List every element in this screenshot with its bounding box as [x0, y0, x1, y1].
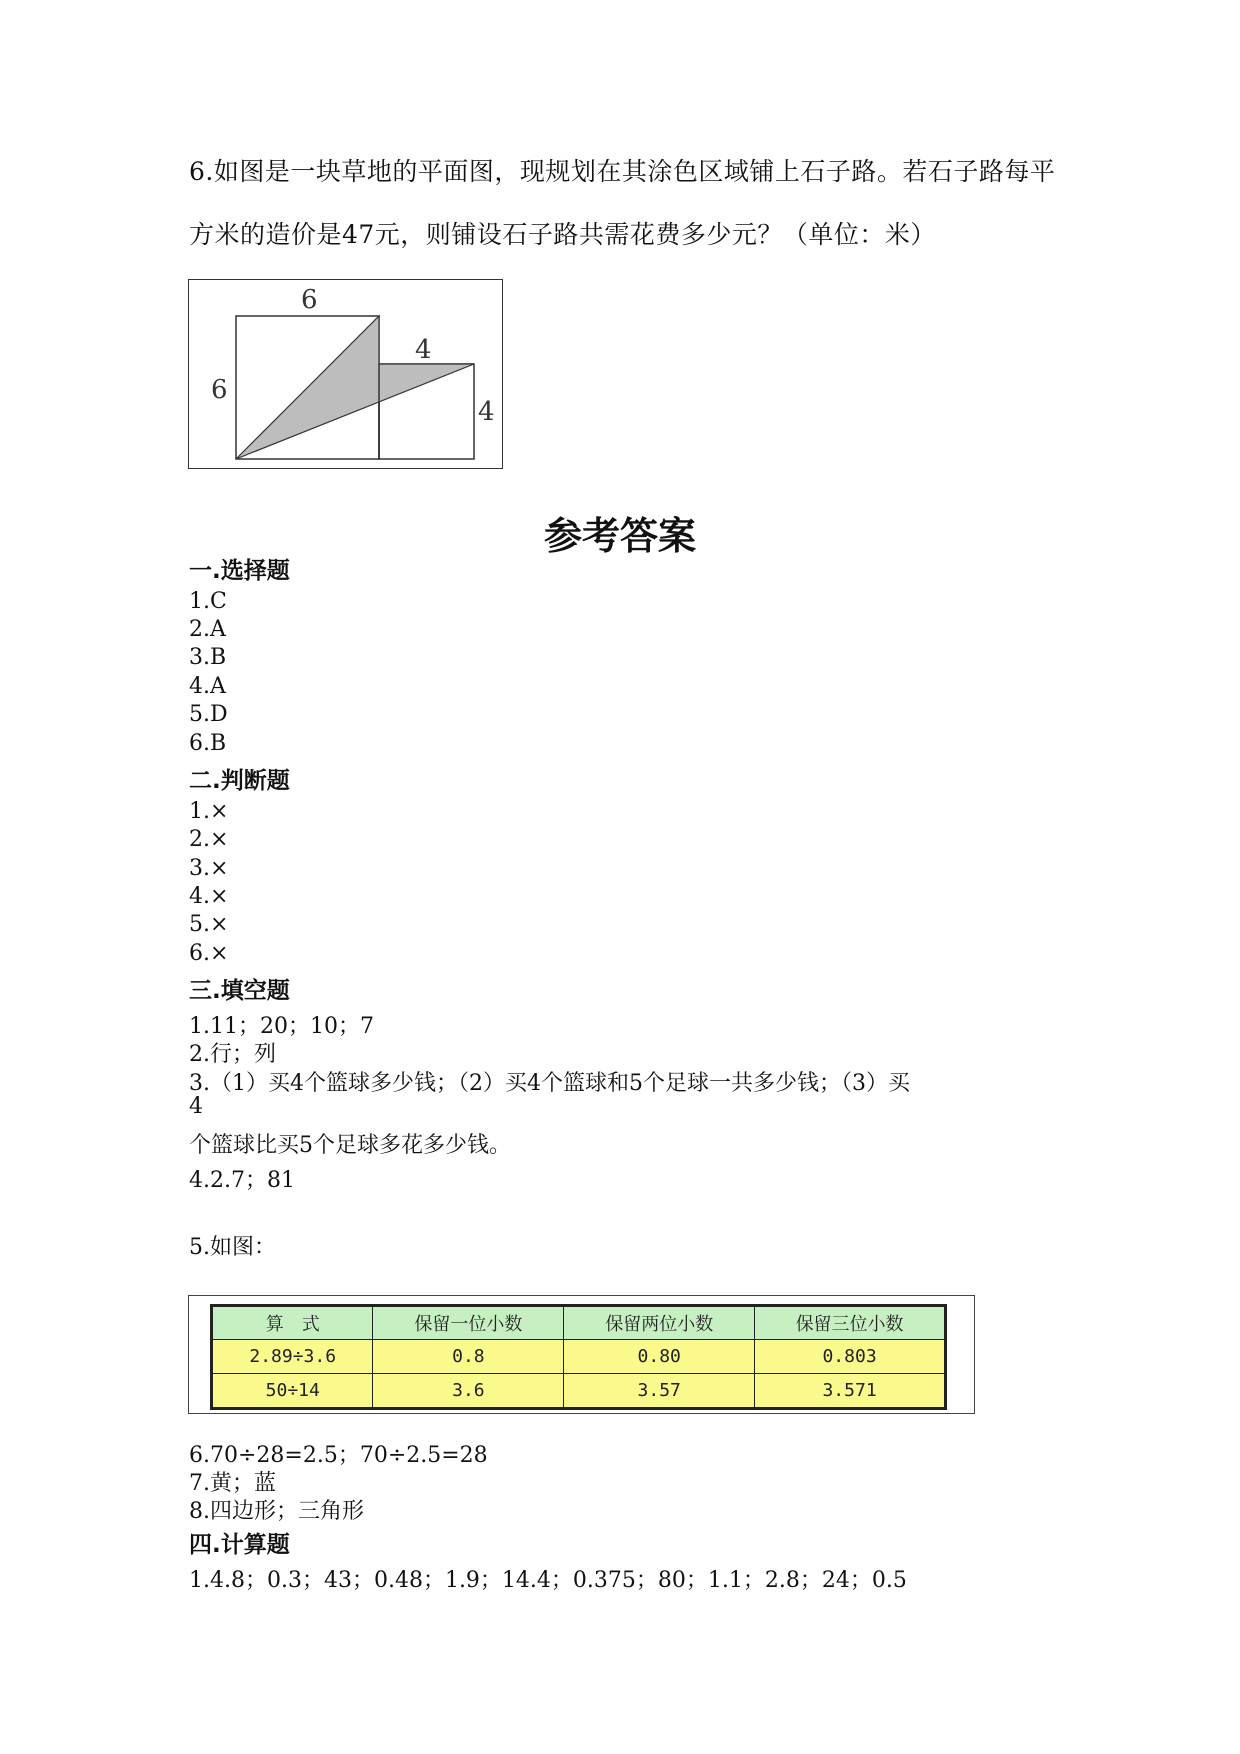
- label-small-top-4: 4: [415, 335, 432, 365]
- answer-item: 5.×: [189, 912, 229, 937]
- table-header: 保留一位小数: [373, 1306, 564, 1340]
- table-header: 算 式: [212, 1306, 373, 1340]
- answer-item: 3.（1）买4个篮球多少钱；（2）买4个篮球和5个足球一共多少钱；（3）买: [189, 1071, 910, 1096]
- answer-item: 6.B: [189, 731, 227, 756]
- answer-item: 1.C: [189, 589, 227, 614]
- answer-item: 1.11；20；10；7: [189, 1014, 374, 1039]
- label-right-4: 4: [478, 397, 495, 427]
- answer-item: 4.A: [189, 674, 226, 699]
- table-header-row: [212, 1306, 946, 1340]
- answer-item: 8.四边形；三角形: [189, 1499, 364, 1524]
- answer-item: 4.2.7；81: [189, 1168, 295, 1193]
- table-cell: 3.571: [755, 1374, 946, 1409]
- table-cell: 50÷14: [212, 1374, 373, 1409]
- lawn-plan-figure: [188, 279, 503, 469]
- table-cell: 2.89÷3.6: [212, 1340, 373, 1374]
- question-6-line-1: 6.如图是一块草地的平面图，现规划在其涂色区域铺上石子路。若石子路每平: [189, 157, 1056, 186]
- rounding-table: [210, 1304, 947, 1410]
- shaded-region: [236, 316, 474, 459]
- answer-item: 1.4.8；0.3；43；0.48；1.9；14.4；0.375；80；1.1；2.8；24；0.5: [189, 1568, 907, 1593]
- answer-item: 2.A: [189, 617, 226, 642]
- answer-item: 3.B: [189, 645, 227, 670]
- table-row: [212, 1340, 946, 1374]
- table-cell: 3.57: [564, 1374, 755, 1409]
- table-header: 保留两位小数: [564, 1306, 755, 1340]
- section-fill-heading: 三.填空题: [189, 978, 290, 1004]
- section-calc-heading: 四.计算题: [189, 1532, 290, 1558]
- table-cell: 0.8: [373, 1340, 564, 1374]
- answer-item: 4: [189, 1094, 203, 1119]
- table-cell: 3.6: [373, 1374, 564, 1409]
- answer-item: 7.黄；蓝: [189, 1471, 276, 1496]
- section-choice-heading: 一.选择题: [189, 558, 290, 584]
- answer-item: 6.70÷28=2.5；70÷2.5=28: [189, 1443, 488, 1468]
- answer-item: 2.行；列: [189, 1042, 276, 1067]
- table-header: 保留三位小数: [755, 1306, 946, 1340]
- table-cell: 0.80: [564, 1340, 755, 1374]
- answer-item: 5.如图：: [189, 1235, 276, 1260]
- rounding-table-frame: [188, 1295, 975, 1414]
- question-6-line-2: 方米的造价是47元，则铺设石子路共需花费多少元？（单位：米）: [189, 220, 936, 249]
- section-judge-heading: 二.判断题: [189, 768, 290, 794]
- table-cell: 0.803: [755, 1340, 946, 1374]
- answer-item: 4.×: [189, 884, 229, 909]
- answer-item: 2.×: [189, 827, 229, 852]
- answer-item: 5.D: [189, 702, 228, 727]
- label-left-6: 6: [211, 375, 228, 405]
- answer-item: 3.×: [189, 856, 229, 881]
- table-row: [212, 1374, 946, 1409]
- answer-item: 个篮球比买5个足球多花多少钱。: [189, 1133, 511, 1158]
- answer-key-title: 参考答案: [543, 514, 696, 558]
- answer-item: 6.×: [189, 941, 229, 966]
- label-top-6: 6: [301, 285, 318, 315]
- answer-item: 1.×: [189, 799, 229, 824]
